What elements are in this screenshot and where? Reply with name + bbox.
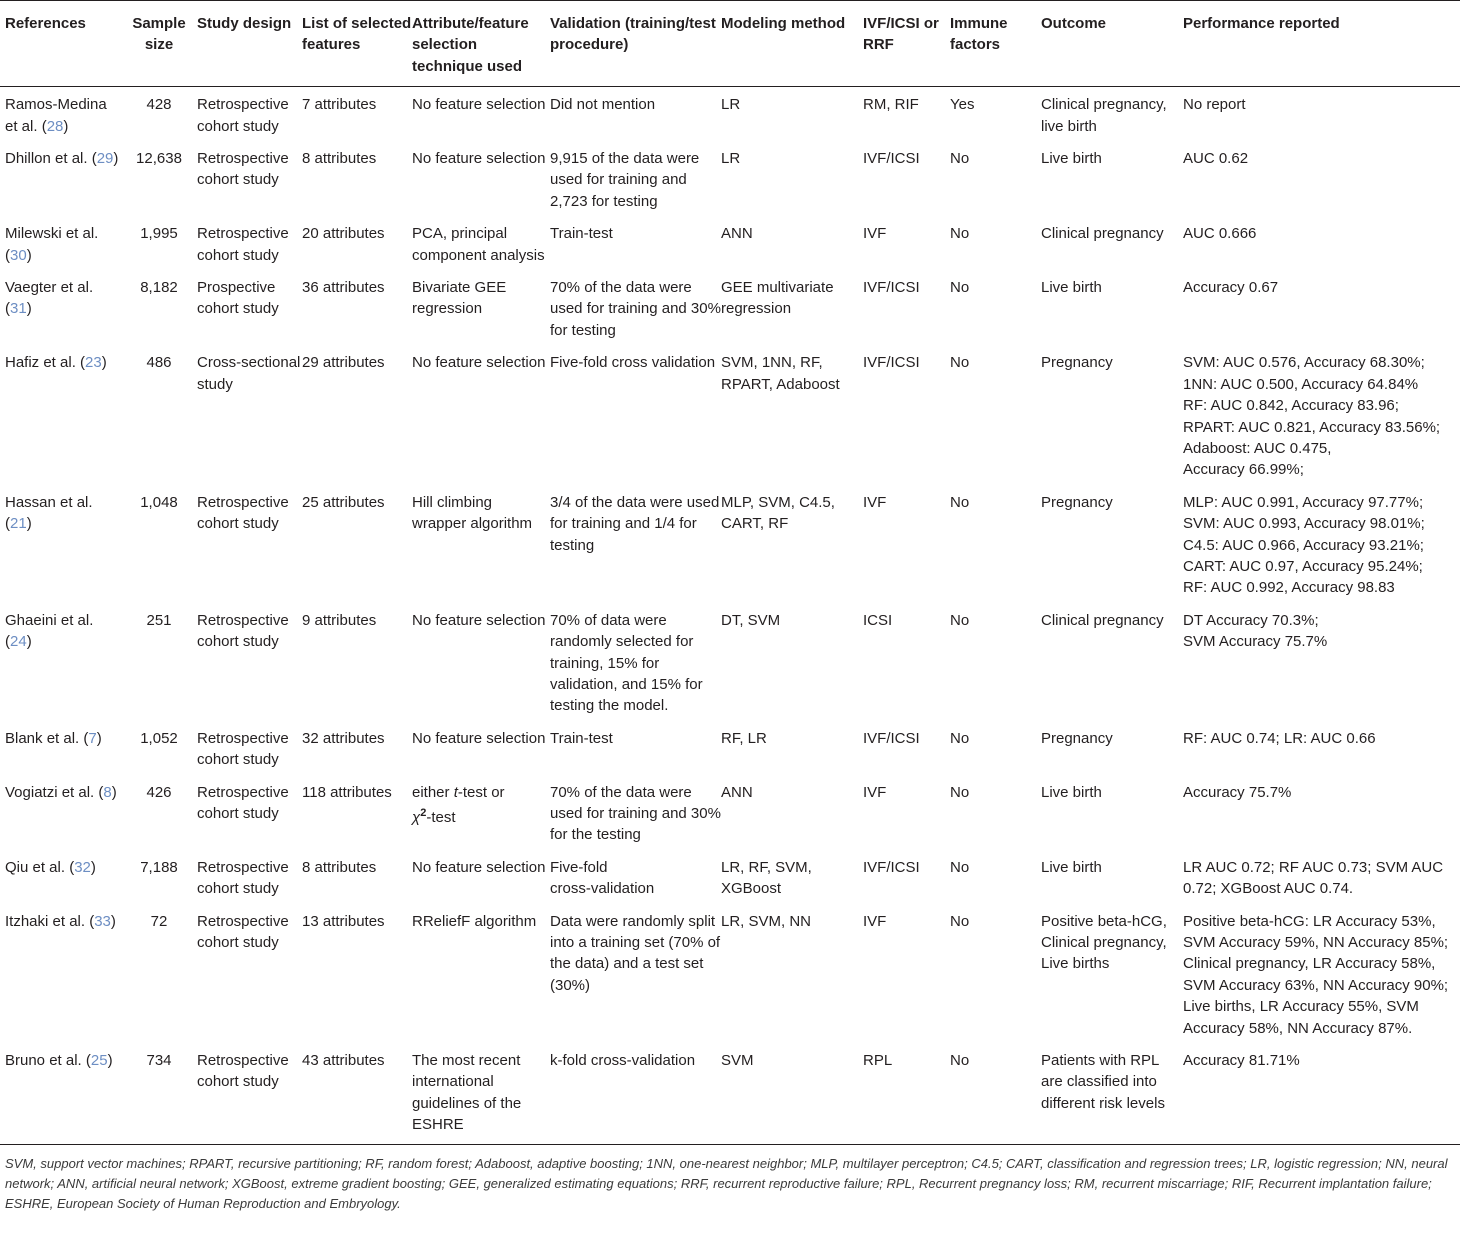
reference-link[interactable]: 8: [103, 783, 112, 801]
cell-outcome: Pregnancy: [1041, 493, 1113, 511]
cell-selection-technique: No feature selection: [412, 729, 546, 747]
cell-ivf-icsi-rrf: IVF/ICSI: [863, 150, 920, 168]
performance-line: SVM: AUC 0.576, Accuracy 68.30%;: [1183, 354, 1425, 372]
cell-performance: [1183, 271, 1460, 346]
table-row: [0, 87, 1460, 142]
cell-performance: [1183, 486, 1460, 604]
cell-performance: [1183, 722, 1460, 776]
cell-selected-features: 25 attributes: [302, 493, 385, 511]
cell-immune-factors: No: [950, 279, 970, 297]
reference-name: Bruno et al.: [5, 1052, 82, 1070]
cell-selected-features: 9 attributes: [302, 611, 377, 629]
cell-ivf-icsi-rrf: IVF: [863, 912, 887, 930]
cell-validation: k-fold cross-validation: [550, 1044, 721, 1144]
cell-outcome: Live birth: [1041, 150, 1102, 168]
cell-selected-features: 13 attributes: [302, 912, 385, 930]
cell-validation: Data were randomly split into a training set (70% of the data) and a test set (30%): [550, 912, 721, 994]
cell-modeling-method: ANN: [721, 225, 753, 243]
cell-sample-size: 72: [150, 912, 168, 930]
cell-outcome: [1041, 905, 1183, 1044]
header-immune-factors: Immune factors: [950, 1, 1041, 87]
selection-text: either: [412, 783, 454, 801]
reference-name: Ramos-Medina et al.: [5, 96, 107, 135]
cell-ivf-icsi-rrf: IVF/ICSI: [863, 729, 920, 747]
cell-selection-technique: PCA, principal component analysis: [412, 225, 545, 264]
cell-outcome: Clinical pregnancy, live birth: [1041, 96, 1167, 135]
performance-line: DT Accuracy 70.3%;: [1183, 611, 1319, 629]
cell-selection-technique: No feature selection: [412, 354, 546, 372]
cell-validation: Five-fold cross validation: [550, 354, 716, 372]
cell-outcome: Pregnancy: [1041, 354, 1113, 372]
cell-selected-features: 29 attributes: [302, 354, 385, 372]
performance-line: LR AUC 0.72; RF AUC 0.73; SVM AUC 0.72; XGBoost AUC 0.74.: [1183, 858, 1444, 898]
cell-ivf-icsi-rrf: ICSI: [863, 611, 893, 629]
cell-study-design: Retrospective cohort study: [197, 150, 289, 189]
cell-reference: Milewski et al. (30): [5, 225, 99, 264]
cell-study-design: Retrospective cohort study: [197, 611, 289, 651]
reference-link[interactable]: 32: [74, 858, 91, 876]
outcome-line: Clinical pregnancy,: [1041, 934, 1167, 952]
table-row: [0, 722, 1460, 776]
reference-name: Vogiatzi et al.: [5, 783, 95, 801]
cell-immune-factors: No: [950, 611, 970, 629]
cell-modeling-method: LR, RF, SVM, XGBoost: [721, 858, 812, 898]
cell-reference: Bruno et al. (25): [0, 1044, 121, 1144]
selection-italic: χ: [412, 809, 421, 826]
table-footnote: SVM, support vector machines; RPART, recursive partitioning; RF, random forest; Adaboost, adaptive boosting; 1NN, one-nearest neighbor; MLP, multilayer perceptron; C4.5; CART, classification and regression trees; LR, logistic regression; NN, neural network; ANN, artificial neural network; XGBoost, extreme gradient boosting; GEE, generalized estimating equations; RRF, recurrent reproductive failure; RPL, Recurrent pregnancy loss; RM, recurrent miscarriage; RIF, Recurrent implantation failure; ESHRE, European Society of Human Reproduction and Embryology.: [5, 1155, 1448, 1211]
cell-modeling-method: LR, SVM, NN: [721, 912, 812, 930]
cell-validation: 9,915 of the data were used for training and 2,723 for testing: [550, 150, 700, 210]
reference-name: Ghaeini et al.: [5, 611, 94, 629]
cell-ivf-icsi-rrf: IVF: [863, 783, 887, 801]
cell-ivf-icsi-rrf: IVF/ICSI: [863, 279, 920, 297]
cell-selected-features: 8 attributes: [302, 858, 377, 876]
reference-link[interactable]: 29: [96, 150, 114, 168]
cell-performance: [1183, 87, 1460, 142]
cell-selected-features: 118 attributes: [302, 783, 392, 801]
cell-sample-size: 734: [121, 1044, 197, 1144]
reference-link[interactable]: 28: [46, 117, 64, 135]
cell-immune-factors: No: [950, 729, 970, 747]
cell-reference: Vogiatzi et al. (8): [5, 783, 117, 801]
table-row: [0, 217, 1460, 271]
cell-modeling-method: RF, LR: [721, 729, 767, 747]
performance-line: Accuracy 81.71%: [1183, 1052, 1300, 1070]
table-body: [0, 87, 1460, 1144]
header-outcome: Outcome: [1041, 1, 1183, 87]
performance-line: MLP: AUC 0.991, Accuracy 97.77%;: [1183, 493, 1424, 511]
header-selected-features: List of selected features: [302, 1, 412, 87]
table-row: [0, 486, 1460, 604]
cell-outcome: Patients with RPL are classified into different risk levels: [1041, 1044, 1183, 1144]
performance-line: Positive beta-hCG: LR Accuracy 53%, SVM Accuracy 59%, NN Accuracy 85%;: [1183, 912, 1449, 952]
cell-sample-size: 426: [146, 783, 172, 801]
header-performance: Performance reported: [1183, 1, 1460, 87]
selection-text: -test: [426, 809, 456, 826]
reference-link[interactable]: 31: [10, 300, 27, 318]
cell-selection-technique: The most recent international guidelines of the ESHRE: [412, 1044, 550, 1144]
table-row: [0, 271, 1460, 346]
cell-modeling-method: DT, SVM: [721, 611, 781, 629]
cell-immune-factors: No: [950, 783, 970, 801]
cell-reference: Dhillon et al. (29): [5, 150, 119, 168]
cell-study-design: Retrospective cohort study: [197, 783, 289, 822]
cell-selection-technique: [412, 776, 550, 851]
cell-selected-features: 36 attributes: [302, 279, 385, 297]
table-row: [0, 604, 1460, 722]
cell-ivf-icsi-rrf: IVF: [863, 225, 887, 243]
performance-line: SVM Accuracy 75.7%: [1183, 633, 1328, 651]
cell-performance: [1183, 776, 1460, 851]
cell-study-design: Retrospective cohort study: [197, 225, 289, 264]
performance-line: SVM: AUC 0.993, Accuracy 98.01%;: [1183, 515, 1425, 533]
cell-modeling-method: SVM, 1NN, RF, RPART, Adaboost: [721, 354, 840, 393]
cell-immune-factors: No: [950, 354, 970, 372]
performance-line: AUC 0.666: [1183, 225, 1257, 243]
cell-performance: [1183, 142, 1460, 217]
cell-reference: Itzhaki et al. (33): [5, 912, 116, 930]
cell-immune-factors: No: [950, 493, 970, 511]
cell-immune-factors: No: [950, 858, 970, 876]
cell-outcome: Live birth: [1041, 279, 1102, 297]
cell-validation: [550, 851, 721, 905]
cell-immune-factors: No: [950, 225, 970, 243]
reference-link[interactable]: 21: [10, 515, 27, 533]
cell-selection-technique: No feature selection: [412, 611, 546, 629]
cell-selected-features: 7 attributes: [302, 96, 377, 114]
reference-link[interactable]: 33: [94, 912, 111, 930]
cell-selection-technique: No feature selection: [412, 150, 546, 168]
cell-sample-size: 8,182: [140, 279, 178, 297]
cell-study-design: Retrospective cohort study: [197, 858, 289, 898]
reference-name: Hassan et al.: [5, 493, 93, 511]
cell-selection-technique: Bivariate GEE regression: [412, 279, 507, 318]
cell-validation: 3/4 of the data were used for training and 1/4 for testing: [550, 493, 720, 554]
reference-link[interactable]: 23: [85, 354, 102, 372]
reference-link[interactable]: 7: [88, 729, 97, 747]
cell-reference: Blank et al. (7): [5, 729, 102, 747]
performance-line: Accuracy 75.7%: [1183, 783, 1292, 801]
cell-reference: Ghaeini et al. (24): [5, 611, 94, 651]
cell-modeling-method: ANN: [721, 783, 753, 801]
selection-text: -test or: [457, 783, 505, 801]
performance-line: Accuracy 0.67: [1183, 279, 1279, 297]
cell-selection-technique: Hill climbing wrapper algorithm: [412, 493, 533, 533]
selection-superscript: 2: [420, 807, 427, 819]
cell-immune-factors: No: [950, 1044, 1041, 1144]
cell-reference: Hassan et al. (21): [5, 493, 93, 533]
cell-sample-size: 486: [146, 354, 172, 372]
cell-reference: Ramos-Medina et al. (28): [5, 96, 107, 135]
header-row: [0, 1, 1460, 87]
cell-selection-technique: No feature selection: [412, 96, 546, 114]
table-row: [0, 1044, 1460, 1144]
performance-line: CART: AUC 0.97, Accuracy 95.24%;: [1183, 557, 1423, 575]
reference-link[interactable]: 24: [10, 633, 27, 651]
header-ivf-icsi-rrf: IVF/ICSI or RRF: [863, 1, 950, 87]
reference-link[interactable]: 30: [10, 246, 27, 264]
performance-line: 1NN: AUC 0.500, Accuracy 64.84%: [1183, 375, 1419, 393]
cell-modeling-method: LR: [721, 96, 741, 114]
cell-outcome: Live birth: [1041, 783, 1102, 801]
reference-name: Vaegter et al.: [5, 279, 94, 297]
cell-outcome: Clinical pregnancy: [1041, 225, 1164, 243]
cell-selected-features: 8 attributes: [302, 150, 377, 168]
cell-performance: [1183, 851, 1460, 905]
cell-validation: 70% of the data were used for training and 30% for the testing: [550, 783, 721, 844]
cell-selection-technique: No feature selection: [412, 858, 546, 876]
cell-selection-technique: RReliefF algorithm: [412, 912, 537, 930]
cell-validation: Train-test: [550, 225, 613, 243]
cell-study-design: Retrospective cohort study: [197, 493, 289, 533]
cell-performance: [1183, 346, 1460, 485]
cell-performance: [1183, 604, 1460, 722]
performance-line: RF: AUC 0.992, Accuracy 98.83: [1183, 579, 1395, 597]
performance-line: RPART: AUC 0.821, Accuracy 83.56%;: [1183, 418, 1441, 436]
cell-sample-size: 251: [146, 611, 172, 629]
cell-reference: Qiu et al. (32): [5, 858, 96, 876]
table-row: [0, 346, 1460, 485]
reference-name: Dhillon et al.: [5, 150, 88, 168]
cell-sample-size: 428: [146, 96, 172, 114]
cell-study-design: Retrospective cohort study: [197, 912, 289, 952]
cell-ivf-icsi-rrf: RPL: [863, 1044, 950, 1144]
cell-modeling-method: LR: [721, 150, 741, 168]
performance-line: Clinical pregnancy, LR Accuracy 58%, SVM Accuracy 63%, NN Accuracy 90%;: [1183, 955, 1449, 994]
cell-immune-factors: No: [950, 150, 970, 168]
cell-selected-features: 20 attributes: [302, 225, 385, 243]
cell-sample-size: 1,048: [140, 493, 178, 511]
cell-immune-factors: Yes: [950, 96, 975, 114]
reference-name: Hafiz et al.: [5, 354, 76, 372]
cell-selected-features: 32 attributes: [302, 729, 385, 747]
cell-study-design: Retrospective cohort study: [197, 729, 289, 769]
performance-line: RF: AUC 0.842, Accuracy 83.96;: [1183, 397, 1399, 415]
table-row: [0, 142, 1460, 217]
cell-performance: [1183, 217, 1460, 271]
performance-line: C4.5: AUC 0.966, Accuracy 93.21%;: [1183, 536, 1424, 554]
cell-ivf-icsi-rrf: IVF/ICSI: [863, 858, 920, 876]
cell-performance: [1183, 1044, 1460, 1144]
cell-outcome: Clinical pregnancy: [1041, 611, 1164, 629]
cell-outcome: Live birth: [1041, 858, 1102, 876]
performance-line: Adaboost: AUC 0.475,: [1183, 439, 1332, 457]
cell-study-design: Retrospective cohort study: [197, 96, 289, 135]
performance-line: AUC 0.62: [1183, 150, 1249, 168]
cell-selected-features: 43 attributes: [302, 1044, 412, 1144]
header-references: References: [0, 1, 121, 87]
cell-ivf-icsi-rrf: IVF: [863, 493, 887, 511]
cell-sample-size: 7,188: [140, 858, 178, 876]
validation-line: cross-validation: [550, 880, 655, 898]
table-row: [0, 851, 1460, 905]
header-modeling-method: Modeling method: [721, 1, 863, 87]
cell-reference: Vaegter et al. (31): [5, 279, 94, 318]
reference-name: Qiu et al.: [5, 858, 66, 876]
cell-sample-size: 12,638: [136, 150, 182, 168]
performance-line: No report: [1183, 96, 1246, 114]
header-study-design: Study design: [197, 1, 302, 87]
performance-line: Accuracy 66.99%;: [1183, 461, 1304, 479]
cell-immune-factors: No: [950, 912, 970, 930]
cell-study-design: Retrospective cohort study: [197, 1044, 302, 1144]
performance-line: RF: AUC 0.74; LR: AUC 0.66: [1183, 729, 1376, 747]
cell-sample-size: 1,995: [140, 225, 178, 243]
cell-outcome: Pregnancy: [1041, 729, 1113, 747]
performance-line: Live births, LR Accuracy 55%, SVM Accuracy 58%, NN Accuracy 87%.: [1183, 998, 1419, 1037]
header-validation: Validation (training/test procedure): [550, 1, 721, 87]
cell-sample-size: 1,052: [140, 729, 178, 747]
cell-reference: Hafiz et al. (23): [5, 354, 107, 372]
cell-ivf-icsi-rrf: RM, RIF: [863, 96, 919, 114]
reference-name: Blank et al.: [5, 729, 80, 747]
reference-link[interactable]: 25: [90, 1052, 108, 1070]
cell-modeling-method: MLP, SVM, C4.5, CART, RF: [721, 493, 835, 533]
cell-validation: 70% of the data were used for training and 30% for testing: [550, 279, 721, 339]
header-sample-size: Sample size: [121, 1, 197, 87]
reference-name: Milewski et al.: [5, 225, 99, 243]
cell-validation: 70% of data were randomly selected for training, 15% for validation, and 15% for testing the model.: [550, 611, 703, 715]
outcome-line: Live births: [1041, 955, 1110, 973]
header-selection-technique: Attribute/feature selection technique used: [412, 1, 550, 87]
cell-modeling-method: SVM: [721, 1044, 863, 1144]
cell-ivf-icsi-rrf: IVF/ICSI: [863, 354, 920, 372]
selection-italic: t: [453, 783, 458, 801]
cell-study-design: Prospective cohort study: [197, 279, 279, 318]
validation-line: Five-fold: [550, 858, 608, 876]
reference-name: Itzhaki et al.: [5, 912, 86, 930]
cell-study-design: Cross-sectional study: [197, 354, 301, 393]
table-row: [0, 905, 1460, 1044]
cell-validation: Train-test: [550, 729, 613, 747]
table-row: [0, 776, 1460, 851]
cell-performance: [1183, 905, 1460, 1044]
cell-validation: Did not mention: [550, 96, 656, 114]
cell-modeling-method: GEE multivariate regression: [721, 279, 834, 318]
outcome-line: Positive beta-hCG,: [1041, 912, 1167, 930]
